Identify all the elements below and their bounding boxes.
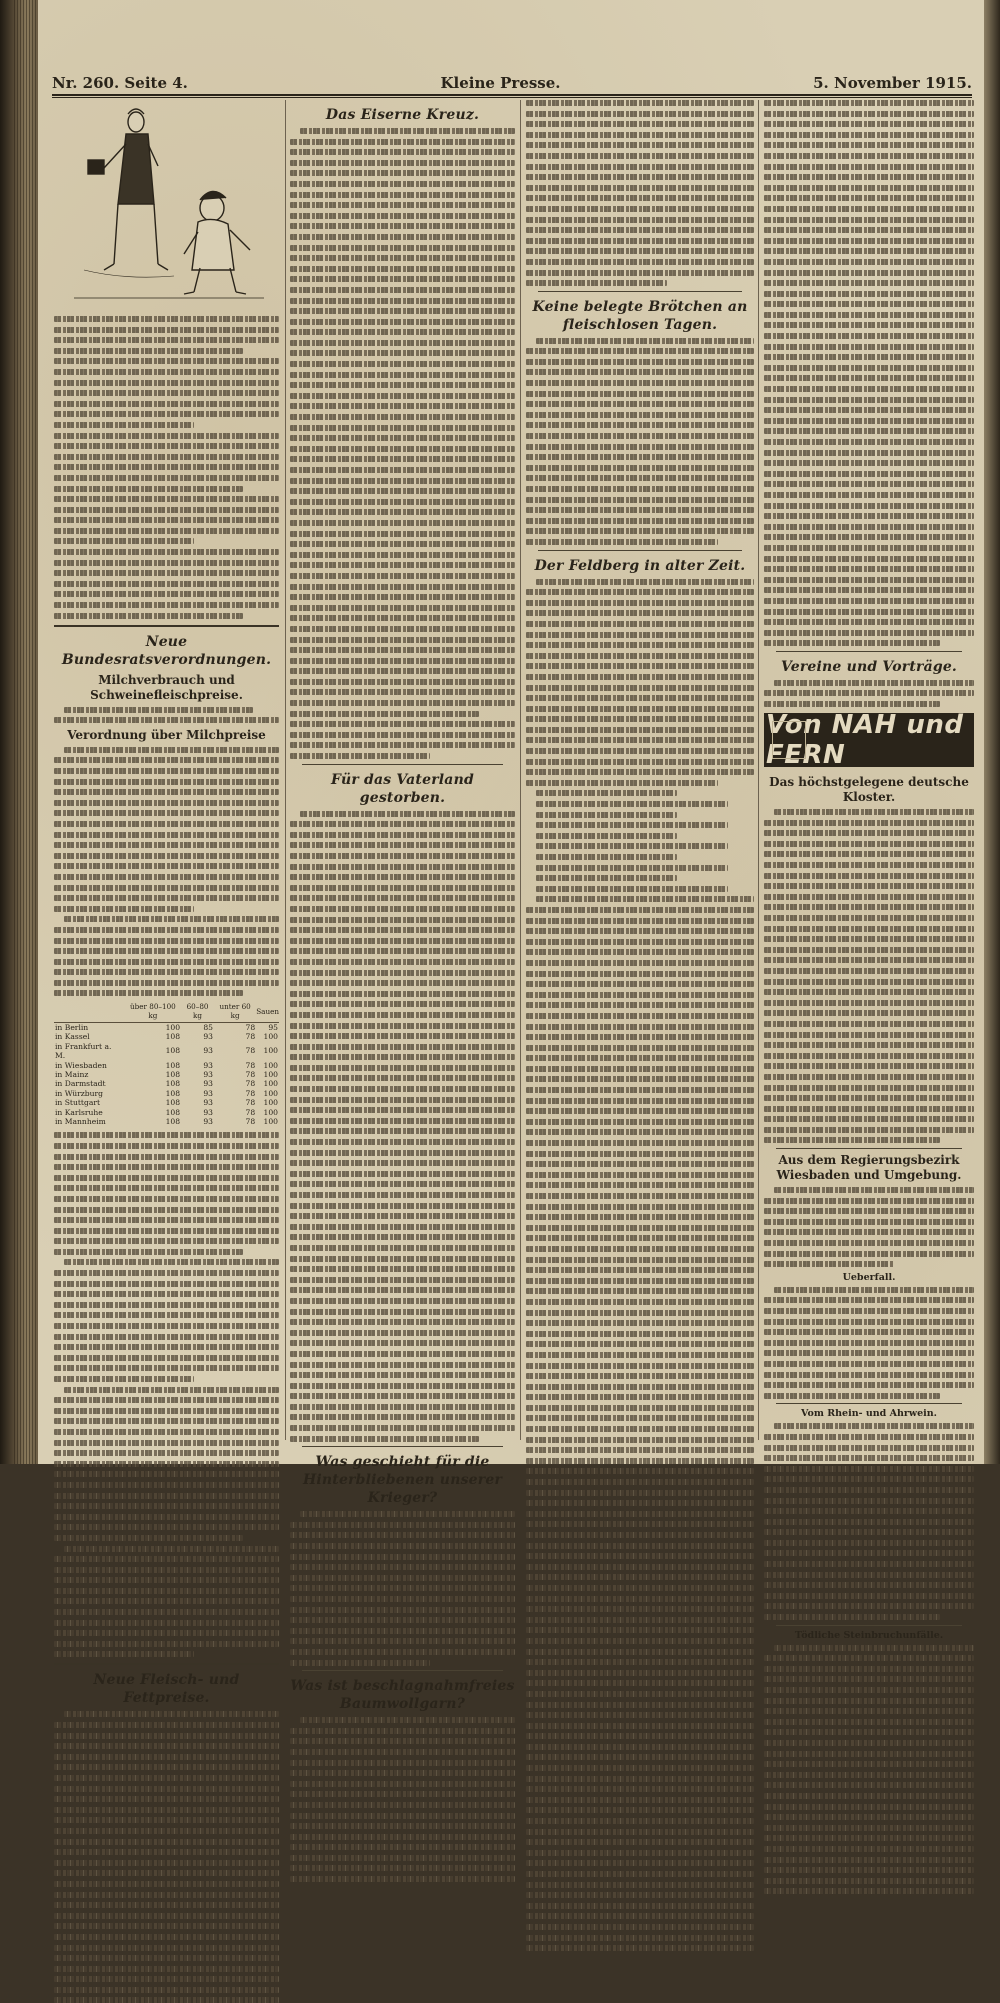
section-title: Das Eiserne Kreuz. (325, 107, 480, 123)
table-cell: in Berlin (55, 1022, 89, 1032)
cartoon-two-men-icon (54, 100, 279, 310)
table-cell: 95 (268, 1022, 278, 1032)
page-right-edge (984, 0, 1000, 1464)
table-row (54, 1079, 279, 1088)
table-cell: 108 (165, 1069, 181, 1079)
price-table (54, 1001, 279, 1126)
column-3 (526, 100, 754, 1450)
table-cell: 93 (203, 1107, 213, 1117)
table-cell: 93 (203, 1116, 213, 1126)
column-header: 60–80 kg (181, 1001, 214, 1022)
header-rule (52, 94, 972, 96)
table-row (54, 1032, 279, 1041)
table-cell: 93 (203, 1079, 213, 1089)
table-cell: 78 (245, 1088, 256, 1098)
newspaper-name: Kleine Presse. (440, 74, 561, 92)
table-cell: in Darmstadt (55, 1079, 106, 1089)
table-cell: 108 (165, 1032, 181, 1042)
issue-number: Nr. 260. Seite 4. (52, 74, 188, 92)
table-cell: 78 (245, 1069, 256, 1079)
table-cell: 78 (245, 1032, 256, 1042)
table-cell: 100 (263, 1069, 278, 1079)
table-cell: in Stuttgart (55, 1098, 101, 1108)
table-cell: 78 (245, 1107, 256, 1117)
cartoon-illustration (54, 100, 279, 310)
section-subtitle: Verordnung über Milchpreise (67, 727, 266, 742)
table-cell: in Wiesbaden (55, 1060, 107, 1070)
table-cell: 78 (245, 1079, 256, 1089)
section-title: Vom Rhein- und Ahrwein. (801, 1408, 937, 1420)
column-1 (54, 100, 279, 1707)
column-2 (290, 100, 515, 1713)
table-cell: in Würzburg (55, 1088, 103, 1098)
table-row (54, 1089, 279, 1098)
section-title: Vereine und Vorträge. (780, 658, 958, 675)
column-header: Sauen (256, 1001, 279, 1022)
table-cell: 93 (203, 1060, 213, 1070)
table-cell: 108 (165, 1098, 181, 1108)
table-cell: 100 (263, 1060, 278, 1070)
table-row (54, 1061, 279, 1070)
column-divider (758, 100, 759, 1440)
table-cell: 108 (165, 1046, 181, 1056)
section-title: Für das Vaterland gestorben. (331, 771, 474, 806)
section-title: Neue Fleisch- und Fettpreise. (93, 1672, 240, 1707)
column-divider (285, 100, 286, 1440)
table-cell: in Mannheim (55, 1116, 106, 1126)
section-title: Das höchstgelegene deutsche Kloster. (769, 775, 969, 805)
table-row (54, 1108, 279, 1117)
section-banner (764, 710, 974, 771)
table-cell: 78 (245, 1116, 256, 1126)
section-title: Keine belegte Brötchen an fleischlosen Tagen. (532, 298, 748, 333)
table-cell: 85 (203, 1022, 213, 1032)
table-row (54, 1070, 279, 1079)
header-rule-thin (52, 97, 972, 98)
section-title: Ueberfall. (842, 1271, 896, 1283)
banner-ornament-icon (772, 721, 806, 759)
binding-page-edges (14, 0, 38, 1464)
table-cell: in Frankfurt a. M. (55, 1041, 112, 1061)
table-row (54, 1098, 279, 1107)
issue-date: 5. November 1915. (813, 74, 972, 92)
table-cell: 108 (165, 1107, 181, 1117)
section-subtitle: Milchverbrauch und Schweinefleischpreise. (90, 672, 243, 702)
table-cell: in Mainz (55, 1069, 89, 1079)
table-cell: 108 (165, 1116, 181, 1126)
table-cell: 100 (263, 1046, 278, 1056)
table-cell: 100 (263, 1079, 278, 1089)
table-header-row (54, 1001, 279, 1022)
table-cell: 100 (165, 1022, 181, 1032)
table-cell: 78 (245, 1046, 256, 1056)
page-header (52, 70, 972, 92)
table-cell: 78 (245, 1098, 256, 1108)
table-cell: 100 (263, 1098, 278, 1108)
table-cell: in Kassel (55, 1032, 90, 1042)
column-header: unter 60 kg (214, 1001, 256, 1022)
table-cell: 100 (263, 1088, 278, 1098)
section-title: Der Feldberg in alter Zeit. (534, 557, 746, 574)
table-cell: 108 (165, 1088, 181, 1098)
section-title: Aus dem Regierungsbezirk Wiesbaden und Umgebung. (776, 1153, 962, 1183)
table-cell: 93 (203, 1069, 213, 1079)
table-cell: 93 (203, 1032, 213, 1042)
column-header: über 80–100 kg (125, 1001, 181, 1022)
table-cell: 93 (203, 1088, 213, 1098)
table-cell: 78 (245, 1060, 256, 1070)
table-row (54, 1117, 279, 1126)
section-title: Was geschieht für die Hinterbliebenen unserer Krieger? (302, 1454, 503, 1507)
section-title: Tödliche Steinbruchunfälle. (794, 1629, 944, 1641)
column-header (54, 1001, 125, 1022)
table-cell: 108 (165, 1060, 181, 1070)
column-4 (764, 100, 974, 1641)
section-title: Was ist beschlagnahmfreies Baumwollgarn? (290, 1678, 515, 1713)
table-cell: 100 (263, 1116, 278, 1126)
table-cell: 100 (263, 1032, 278, 1042)
table-cell: 100 (263, 1107, 278, 1117)
column-divider (520, 100, 521, 1440)
table-cell: in Karlsruhe (55, 1107, 103, 1117)
table-cell: 93 (203, 1098, 213, 1108)
table-cell: 93 (203, 1046, 213, 1056)
table-row (54, 1042, 279, 1061)
table-cell: 108 (165, 1079, 181, 1089)
banner-title: Von NAH und FERN (766, 710, 964, 771)
table-cell: 78 (245, 1022, 256, 1032)
table-row (54, 1022, 279, 1032)
section-title: Neue Bundesratsverordnungen. (61, 633, 272, 668)
